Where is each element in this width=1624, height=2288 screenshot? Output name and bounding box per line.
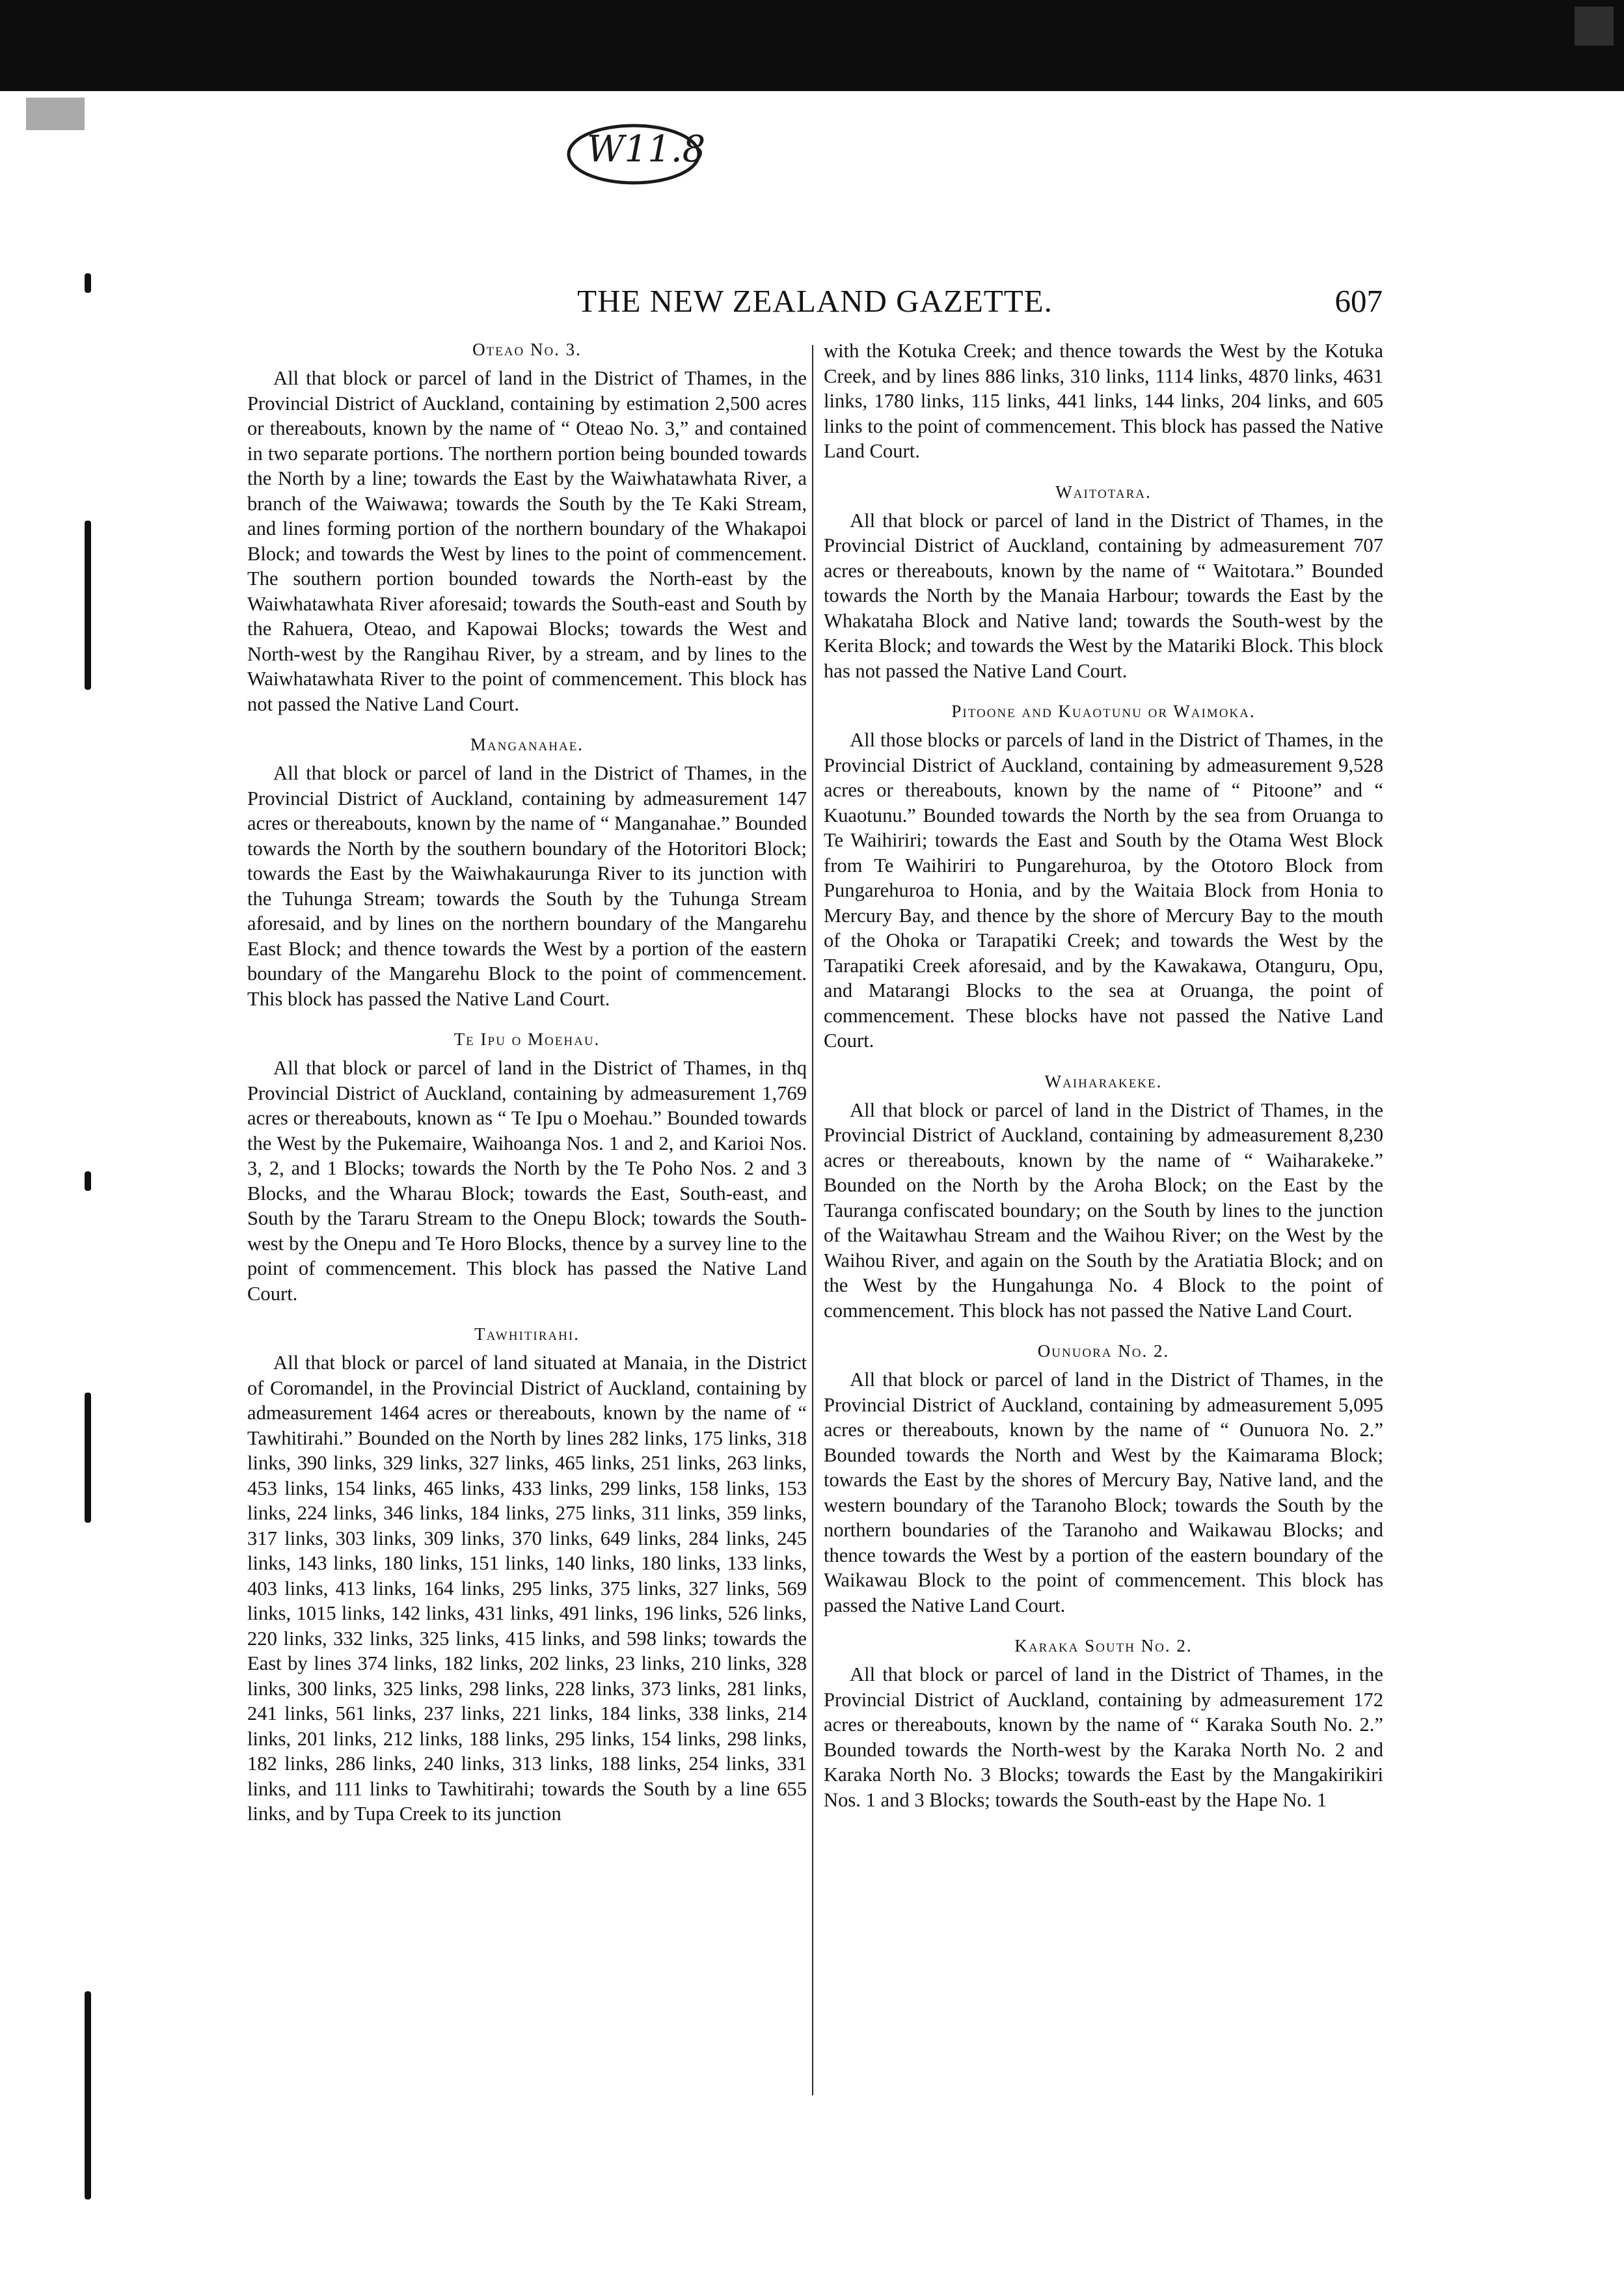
section-heading: Tawhitirahi. <box>474 1324 580 1344</box>
notice-section <box>247 338 807 716</box>
section-text: with the Kotuka Creek; and thence towards the West by the Kotuka Creek, and by lines 886 links, 310 links, 1114 links, 4870 links, 4631 links, 1780 links, 115 links, 441 links, 144 links, 204 links, and 605 links to the point of commencement. This block has passed the Native Land Court. <box>824 340 1383 462</box>
page-header <box>247 282 1383 324</box>
section-text: All that block or parcel of land in the District of Thames, in the Provincial District of Auckland, containing by admeasurement 147 acres or thereabouts, known by the name of “ Manganahae.” Bounded towards the North by the southern boundary of the Hotoritori Block; towards the East by the Waiwhakaurunga River to its junction with the Tuhunga Stream; towards the South by the Tuhunga Stream aforesaid, and by lines on the northern boundary of the Mangarehu East Block; and thence towards the West by a portion of the eastern boundary of the Mangarehu Block to the point of commencement. This block has passed the Native Land Court. <box>247 762 807 1010</box>
notice-section <box>824 1340 1383 1618</box>
right-column <box>824 338 1383 2095</box>
section-text: All that block or parcel of land in the District of Thames, in the Provincial District of Auckland, containing by admeasurement 172 acres or thereabouts, known by the name of “ Karaka South No. 2.” Bounded towards the North-west by the Karaka North No. 2 and Karaka North No. 3 Blocks; towards the East by the Mangakirikiri Nos. 1 and 3 Blocks; towards the South-east by the Hape No. 1 <box>824 1663 1383 1811</box>
section-text: All that block or parcel of land in the District of Thames, in thq Provincial District of Auckland, containing by admeasurement 1,769 acres or thereabouts, known as “ Te Ipu o Moehau.” Bounded towards the West by the Pukemaire, Waihoanga Nos. 1 and 2, and Karioi Nos. 3, 2, and 1 Blocks; towards the North by the Te Poho Nos. 2 and 3 Blocks, and the Wharau Block; towards the East, South-east, and South by the Tararu Stream to the Onepu Block; towards the South-west by the Onepu and Te Horo Blocks, thence by a survey line to the point of commencement. This block has passed the Native Land Court. <box>247 1057 807 1305</box>
section-heading: Ounuora No. 2. <box>1037 1341 1170 1361</box>
binding-edge-marks <box>82 273 94 2199</box>
notice-section <box>824 1070 1383 1324</box>
notice-section <box>247 1323 807 1827</box>
section-text: All that block or parcel of land situated at Manaia, in the District of Coromandel, in the Provincial District of Auckland, containing by admeasurement 1464 acres or thereabouts, known by the name of “ Tawhitirahi.” Bounded on the North by lines 282 links, 175 links, 318 links, 390 links, 329 links, 327 links, 465 links, 251 links, 263 links, 453 links, 154 links, 465 links, 433 links, 299 links, 158 links, 153 links, 224 links, 346 links, 184 links, 275 links, 311 links, 359 links, 317 links, 303 links, 309 links, 370 links, 649 links, 284 links, 245 links, 143 links, 180 links, 151 links, 140 links, 180 links, 133 links, 403 links, 413 links, 164 links, 295 links, 375 links, 327 links, 569 links, 1015 links, 142 links, 431 links, 491 links, 196 links, 526 links, 220 links, 332 links, 325 links, 415 links, and 598 links; towards the East by lines 374 links, 182 links, 202 links, 23 links, 210 links, 328 links, 300 links, 325 links, 298 links, 228 links, 373 links, 281 links, 241 links, 561 links, 237 links, 221 links, 184 links, 338 links, 214 links, 201 links, 212 links, 188 links, 295 links, 154 links, 298 links, 182 links, 286 links, 240 links, 313 links, 188 links, 254 links, 331 links, and 111 links to Tawhitirahi; towards the South by a line 655 links, and by Tupa Creek to its junction <box>247 1352 807 1825</box>
section-heading: Oteao No. 3. <box>472 340 582 359</box>
scan-specks <box>26 98 85 130</box>
page-title: THE NEW ZEALAND GAZETTE. <box>577 283 1053 319</box>
section-text: All that block or parcel of land in the District of Thames, in the Provincial District of Auckland, containing by estimation 2,500 acres or thereabouts, known by the name of “ Oteao No. 3,” and contained in two separate portions. The northern portion being bounded towards the North by a line; towards the East by the Waiwhatawhata River, a branch of the Waiwawa; towards the South by the Te Kaki Stream, and lines forming portion of the northern boundary of the Whakapoi Block; and towards the West by lines to the point of commencement. The southern portion bounded towards the North-east by the Waiwhatawhata River aforesaid; towards the South-east and South by the Rahuera, Oteao, and Kapowai Blocks; towards the West and North-west by the Rangihau River, by a stream, and by lines to the Waiwhatawhata River to the point of commencement. This block has not passed the Native Land Court. <box>247 367 807 715</box>
section-text: All that block or parcel of land in the District of Thames, in the Provincial District of Auckland, containing by admeasurement 707 acres or thereabouts, known by the name of “ Waitotara.” Bounded towards the North by the Manaia Harbour; towards the East by the Whakataha Block and Native land; towards the South-west by the Kerita Block; and towards the West by the Matariki Block. This block has not passed the Native Land Court. <box>824 509 1383 682</box>
archive-stamp <box>561 114 707 189</box>
scan-specks <box>1575 7 1614 46</box>
notice-section <box>824 700 1383 1054</box>
scan-top-border <box>0 0 1624 91</box>
section-text: All that block or parcel of land in the District of Thames, in the Provincial District of Auckland, containing by admeasurement 5,095 acres or thereabouts, known by the name of “ Ounuora No. 2.” Bounded towards the North and West by the Kaimarama Block; towards the East by the shores of Mercury Bay, Native land, and the western boundary of the Taranoho Block; towards the South by the northern boundaries of the Taranoho and Waikawau Blocks; and thence towards the West by a portion of the eastern boundary of the Waikawau Block to the point of commencement. This block has passed the Native Land Court. <box>824 1369 1383 1616</box>
notice-section <box>824 338 1383 464</box>
section-heading: Waiharakeke. <box>1044 1071 1163 1091</box>
section-heading: Waitotara. <box>1055 482 1152 502</box>
left-column <box>247 338 807 2095</box>
section-text: All that block or parcel of land in the District of Thames, in the Provincial District of Auckland, containing by admeasurement 8,230 acres or thereabouts, known by the name of “ Waiharakeke.” Bounded on the North by the Aroha Block; on the East by the Tauranga confiscated boundary; on the South by lines to the junction of the Waitawhau Stream and the Waihou River; on the West by the Waihou River, and again on the South by the Aratiatia Block; and on the West by the Hungahunga No. 4 Block to the point of commencement. This block has not passed the Native Land Court. <box>824 1098 1383 1322</box>
section-heading: Pitoone and Kuaotunu or Waimoka. <box>951 701 1256 721</box>
page-number: 607 <box>1334 283 1383 319</box>
notice-section <box>247 733 807 1011</box>
notice-section <box>247 1028 807 1306</box>
section-heading: Karaka South No. 2. <box>1014 1636 1193 1655</box>
notice-section <box>824 1635 1383 1812</box>
section-text: All those blocks or parcels of land in the District of Thames, in the Provincial District of Auckland, containing by admeasurement 9,528 acres or thereabouts, known by the name of “ Pitoone” and “ Kuaotunu.” Bounded towards the North by the sea from Oruanga to Te Waihiriri; towards the East and South by the Otama West Block from Te Waihiriri to Pungarehuroa, by the Ototoro Block from Pungarehuroa to Honia, and by the Waitaia Block from Honia to Mercury Bay, and thence by the shore of Mercury Bay to the mouth of the Ohoka or Tarapatiki Creek; and towards the West by the Tarapatiki Creek aforesaid, and by the Kawakawa, Otanguru, Opu, and Matarangi Blocks to the sea at Oruanga, the point of commencement. These blocks have not passed the Native Land Court. <box>824 729 1383 1052</box>
section-heading: Manganahae. <box>470 735 584 754</box>
stamp-text: W11.8 <box>587 128 706 170</box>
notice-section <box>824 481 1383 684</box>
column-divider <box>812 345 813 2095</box>
section-heading: Te Ipu o Moehau. <box>453 1029 601 1049</box>
